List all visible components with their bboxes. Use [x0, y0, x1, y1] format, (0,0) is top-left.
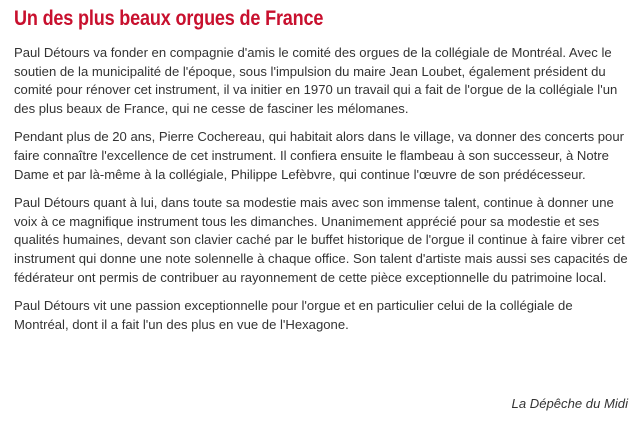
article-paragraph-1: Paul Détours va fonder en compagnie d'amis le comité des orgues de la collégiale de Montréal. Avec le soutien de la municipalité de l'époque, sous l'impulsion du maire Jean Loubet, également président du comité pour rénover cet instrument, il va initier en 1970 un travail qui a fait de l'orgue de la collégiale l'un des plus beaux de France, qui ne cesse de fasciner les mélomanes. — [14, 45, 618, 116]
article-paragraph-3: Paul Détours quant à lui, dans toute sa modestie mais avec son immense talent, continue à donner une voix à ce magnifique instrument tous les dimanches. Unanimement apprécié pour sa modestie et ses qualités humaines, devant son clavier caché par le buffet historique de l'orgue il continue à faire vibrer cet instrument qui donne une note solennelle à chaque office. Son talent d'artiste mais aussi ses capacités de fédérateur ont permis de contribuer au rayonnement de cette pièce exceptionnelle du patrimoine local. — [14, 195, 628, 285]
article-paragraph-2: Pendant plus de 20 ans, Pierre Cochereau, qui habitait alors dans le village, va donner des concerts pour faire connaître l'excellence de cet instrument. Il confiera ensuite le flambeau à son successeur, à Notre Dame et par là-même à la collégiale, Philippe Lefèbvre, qui continue l'œuvre de son prédécesseur. — [14, 129, 624, 182]
article-title: Un des plus beaux orgues de France — [14, 7, 324, 30]
article-source: La Dépêche du Midi — [511, 396, 628, 411]
article-paragraph-4: Paul Détours vit une passion exceptionnelle pour l'orgue et en particulier celui de la collégiale de Montréal, dont il a fait l'un des plus en vue de l'Hexagone. — [14, 298, 573, 332]
